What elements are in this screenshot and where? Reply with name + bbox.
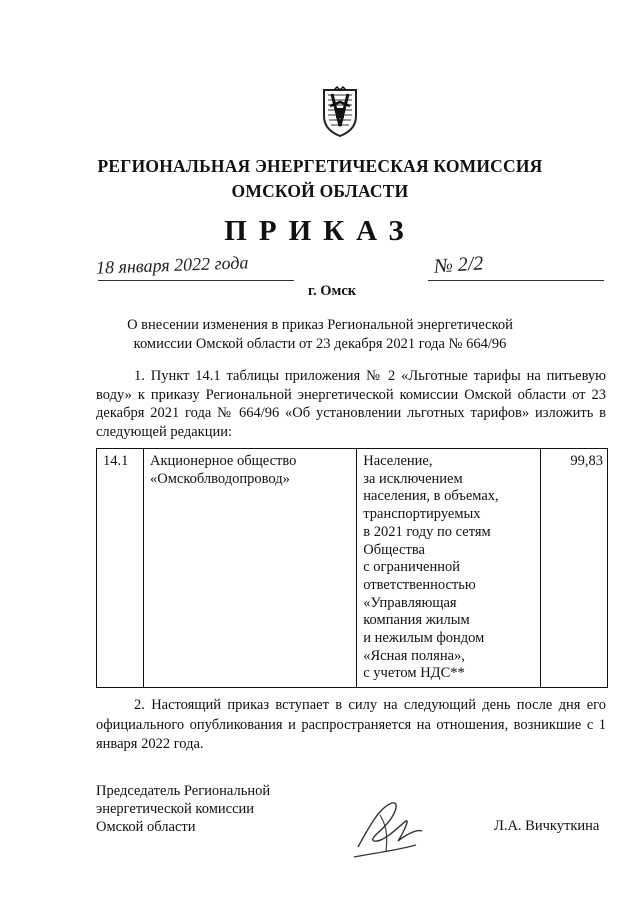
category-line: с учетом НДС** xyxy=(363,665,465,682)
paragraph-2: 2. Настоящий приказ вступает в силу на следующий день после дня его официального опубликования и распространяется на отношения, возникшие с 1 января 2022 года. xyxy=(96,697,606,752)
category-line: компания жилым xyxy=(363,612,470,629)
table-row xyxy=(97,449,608,688)
handwritten-signature xyxy=(350,795,430,865)
org-line2: «Омскоблводопровод» xyxy=(150,470,290,487)
signer-title-line1: Председатель Региональной xyxy=(96,783,271,799)
category-line: ответственностью xyxy=(363,576,476,593)
subject-line2: комиссии Омской области от 23 декабря 2021 года № 664/96 xyxy=(133,336,507,352)
subject-line1: О внесении изменения в приказ Региональной энергетической xyxy=(127,317,513,333)
paragraph-1: 1. Пункт 14.1 таблицы приложения № 2 «Льготные тарифы на питьевую воду» к приказу Региональной энергетической комиссии Омской области от 23 декабря 2021 года № 664/96 «Об установлении льготных тарифов» изложить в следующей редакции: xyxy=(96,368,606,440)
signer-title xyxy=(96,782,270,836)
category-line: в 2021 году по сетям xyxy=(363,523,491,540)
consumer-category-cell xyxy=(357,449,541,688)
category-line: Население, xyxy=(363,453,433,469)
row-number-cell: 14.1 xyxy=(97,449,144,688)
category-line: с ограниченной xyxy=(363,559,460,576)
signer-name: Л.А. Вичкуткина xyxy=(494,818,600,834)
signer-title-line2: энергетической комиссии xyxy=(96,801,255,817)
handwritten-number: № 2/2 xyxy=(433,252,485,278)
city-label: г. Омск xyxy=(308,283,357,299)
organization-cell xyxy=(144,449,357,688)
document-title: ПРИКАЗ xyxy=(224,215,416,247)
agency-name-line2: ОМСКОЙ ОБЛАСТИ xyxy=(231,181,409,201)
category-line: «Ясная поляна», xyxy=(363,647,465,664)
category-line: транспортируемых xyxy=(363,506,481,523)
category-line: населения, в объемах, xyxy=(363,488,499,505)
category-line: Общества xyxy=(363,541,425,558)
number-underline xyxy=(428,280,604,281)
coat-of-arms-emblem xyxy=(320,86,360,138)
date-underline xyxy=(98,280,294,281)
category-line: за исключением xyxy=(363,470,463,487)
signer-title-line3: Омской области xyxy=(96,819,196,835)
tariff-value-cell: 99,83 xyxy=(541,449,608,688)
order-subject xyxy=(110,316,530,354)
category-line: «Управляющая xyxy=(363,594,457,611)
agency-name-line1: РЕГИОНАЛЬНАЯ ЭНЕРГЕТИЧЕСКАЯ КОМИССИЯ xyxy=(97,156,543,176)
org-line1: Акционерное общество xyxy=(150,453,297,469)
category-line: и нежилым фондом xyxy=(363,630,485,647)
handwritten-date: 18 января 2022 года xyxy=(95,252,249,278)
tariff-table xyxy=(96,448,608,688)
